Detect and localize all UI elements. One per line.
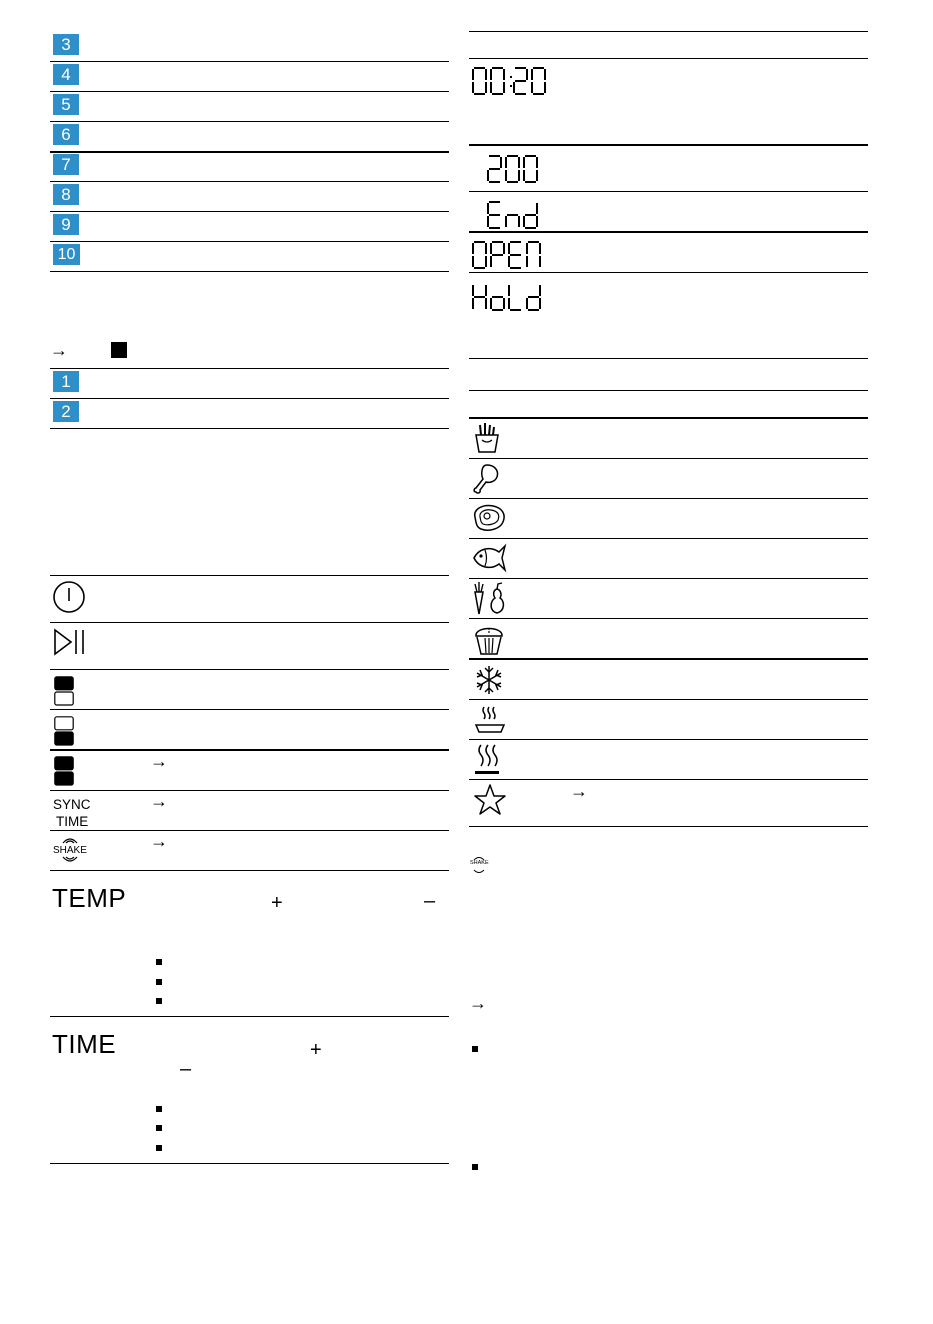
bullet-icon [156,1145,162,1151]
row-divider [50,181,449,182]
row-divider [50,790,449,791]
row-divider [469,390,868,391]
row-divider [469,658,868,660]
row-divider [469,231,868,233]
both-zones-icon [54,756,74,786]
power-icon [52,580,86,614]
step-badge-7: 7 [53,154,79,175]
keep-warm-icon [473,703,507,735]
display-colon-dot [510,85,512,87]
row-divider [469,191,868,192]
bullet-icon [472,1046,478,1052]
bullet-icon [156,998,162,1004]
display-colon-dot [510,76,512,78]
snowflake-icon [473,664,505,696]
step-badge-1: 1 [53,371,79,392]
arrow-glyph: → [150,831,168,851]
row-divider [469,58,868,59]
steak-icon [471,503,507,533]
arrow-glyph: → [150,751,168,771]
row-divider [469,618,868,619]
row-divider [50,669,449,670]
display-readout-timer [472,67,546,95]
vegetables-fruit-icon [471,580,509,616]
step-badge-3: 3 [53,34,79,55]
row-divider [50,1016,449,1017]
row-divider [50,830,449,831]
row-divider [469,699,868,700]
step-badge-5: 5 [53,94,79,115]
muffin-icon [473,622,505,656]
row-divider [469,458,868,459]
step-badge-4: 4 [53,64,79,85]
row-divider [50,91,449,92]
row-divider [50,241,449,242]
temp-label: TEMP [52,883,127,913]
bullet-icon [156,1106,162,1112]
step-badge-6: 6 [53,124,79,145]
row-divider [50,368,449,369]
row-divider [469,144,868,146]
row-divider [50,709,449,710]
row-divider [469,739,868,740]
row-divider [50,428,449,429]
sync-time-label: TIME [56,814,89,829]
row-divider [50,749,449,751]
minus-sign: – [180,1058,192,1080]
display-readout-end [487,201,547,229]
chicken-leg-icon [473,463,501,495]
row-divider [469,272,868,273]
step-badge-9: 9 [53,214,79,235]
row-divider [50,870,449,871]
arrow-glyph: → [150,791,168,811]
display-readout-temperature [487,155,547,183]
row-divider [469,538,868,539]
row-divider [469,779,868,780]
star-icon [473,783,507,817]
row-divider [469,826,868,827]
lower-zone-icon [54,716,74,746]
row-divider [50,398,449,399]
black-square-icon [111,342,127,358]
bullet-icon [156,1125,162,1131]
shake-label-small: SHAKE [470,860,489,866]
time-label: TIME [52,1029,117,1059]
row-divider [50,211,449,212]
step-badge-8: 8 [53,184,79,205]
bullet-icon [156,979,162,985]
reheat-icon [473,742,503,778]
row-divider [50,622,449,623]
arrow-glyph: → [469,993,487,1013]
row-divider [50,271,449,272]
row-divider [469,498,868,499]
row-divider [50,1163,449,1164]
play-pause-icon [53,628,87,658]
fish-icon [471,542,507,574]
row-divider [50,61,449,62]
row-divider [50,121,449,122]
display-readout-open [472,241,546,269]
arrow-glyph: → [50,340,68,360]
row-divider [469,578,868,579]
row-divider [469,358,868,359]
step-badge-10: 10 [53,244,80,265]
bullet-icon [472,1164,478,1170]
minus-sign: – [424,890,436,912]
plus-sign: + [271,892,283,914]
sync-label: SYNC [53,797,91,812]
row-divider [50,575,449,576]
row-divider [50,151,449,153]
plus-sign: + [310,1039,322,1061]
arrow-glyph: → [570,781,588,801]
row-divider [469,31,868,32]
upper-zone-icon [54,676,74,706]
bullet-icon [156,959,162,965]
row-divider [469,417,868,419]
shake-label: SHAKE [53,845,87,856]
fries-icon [473,422,501,454]
step-badge-2: 2 [53,401,79,422]
display-readout-hold [472,283,546,311]
